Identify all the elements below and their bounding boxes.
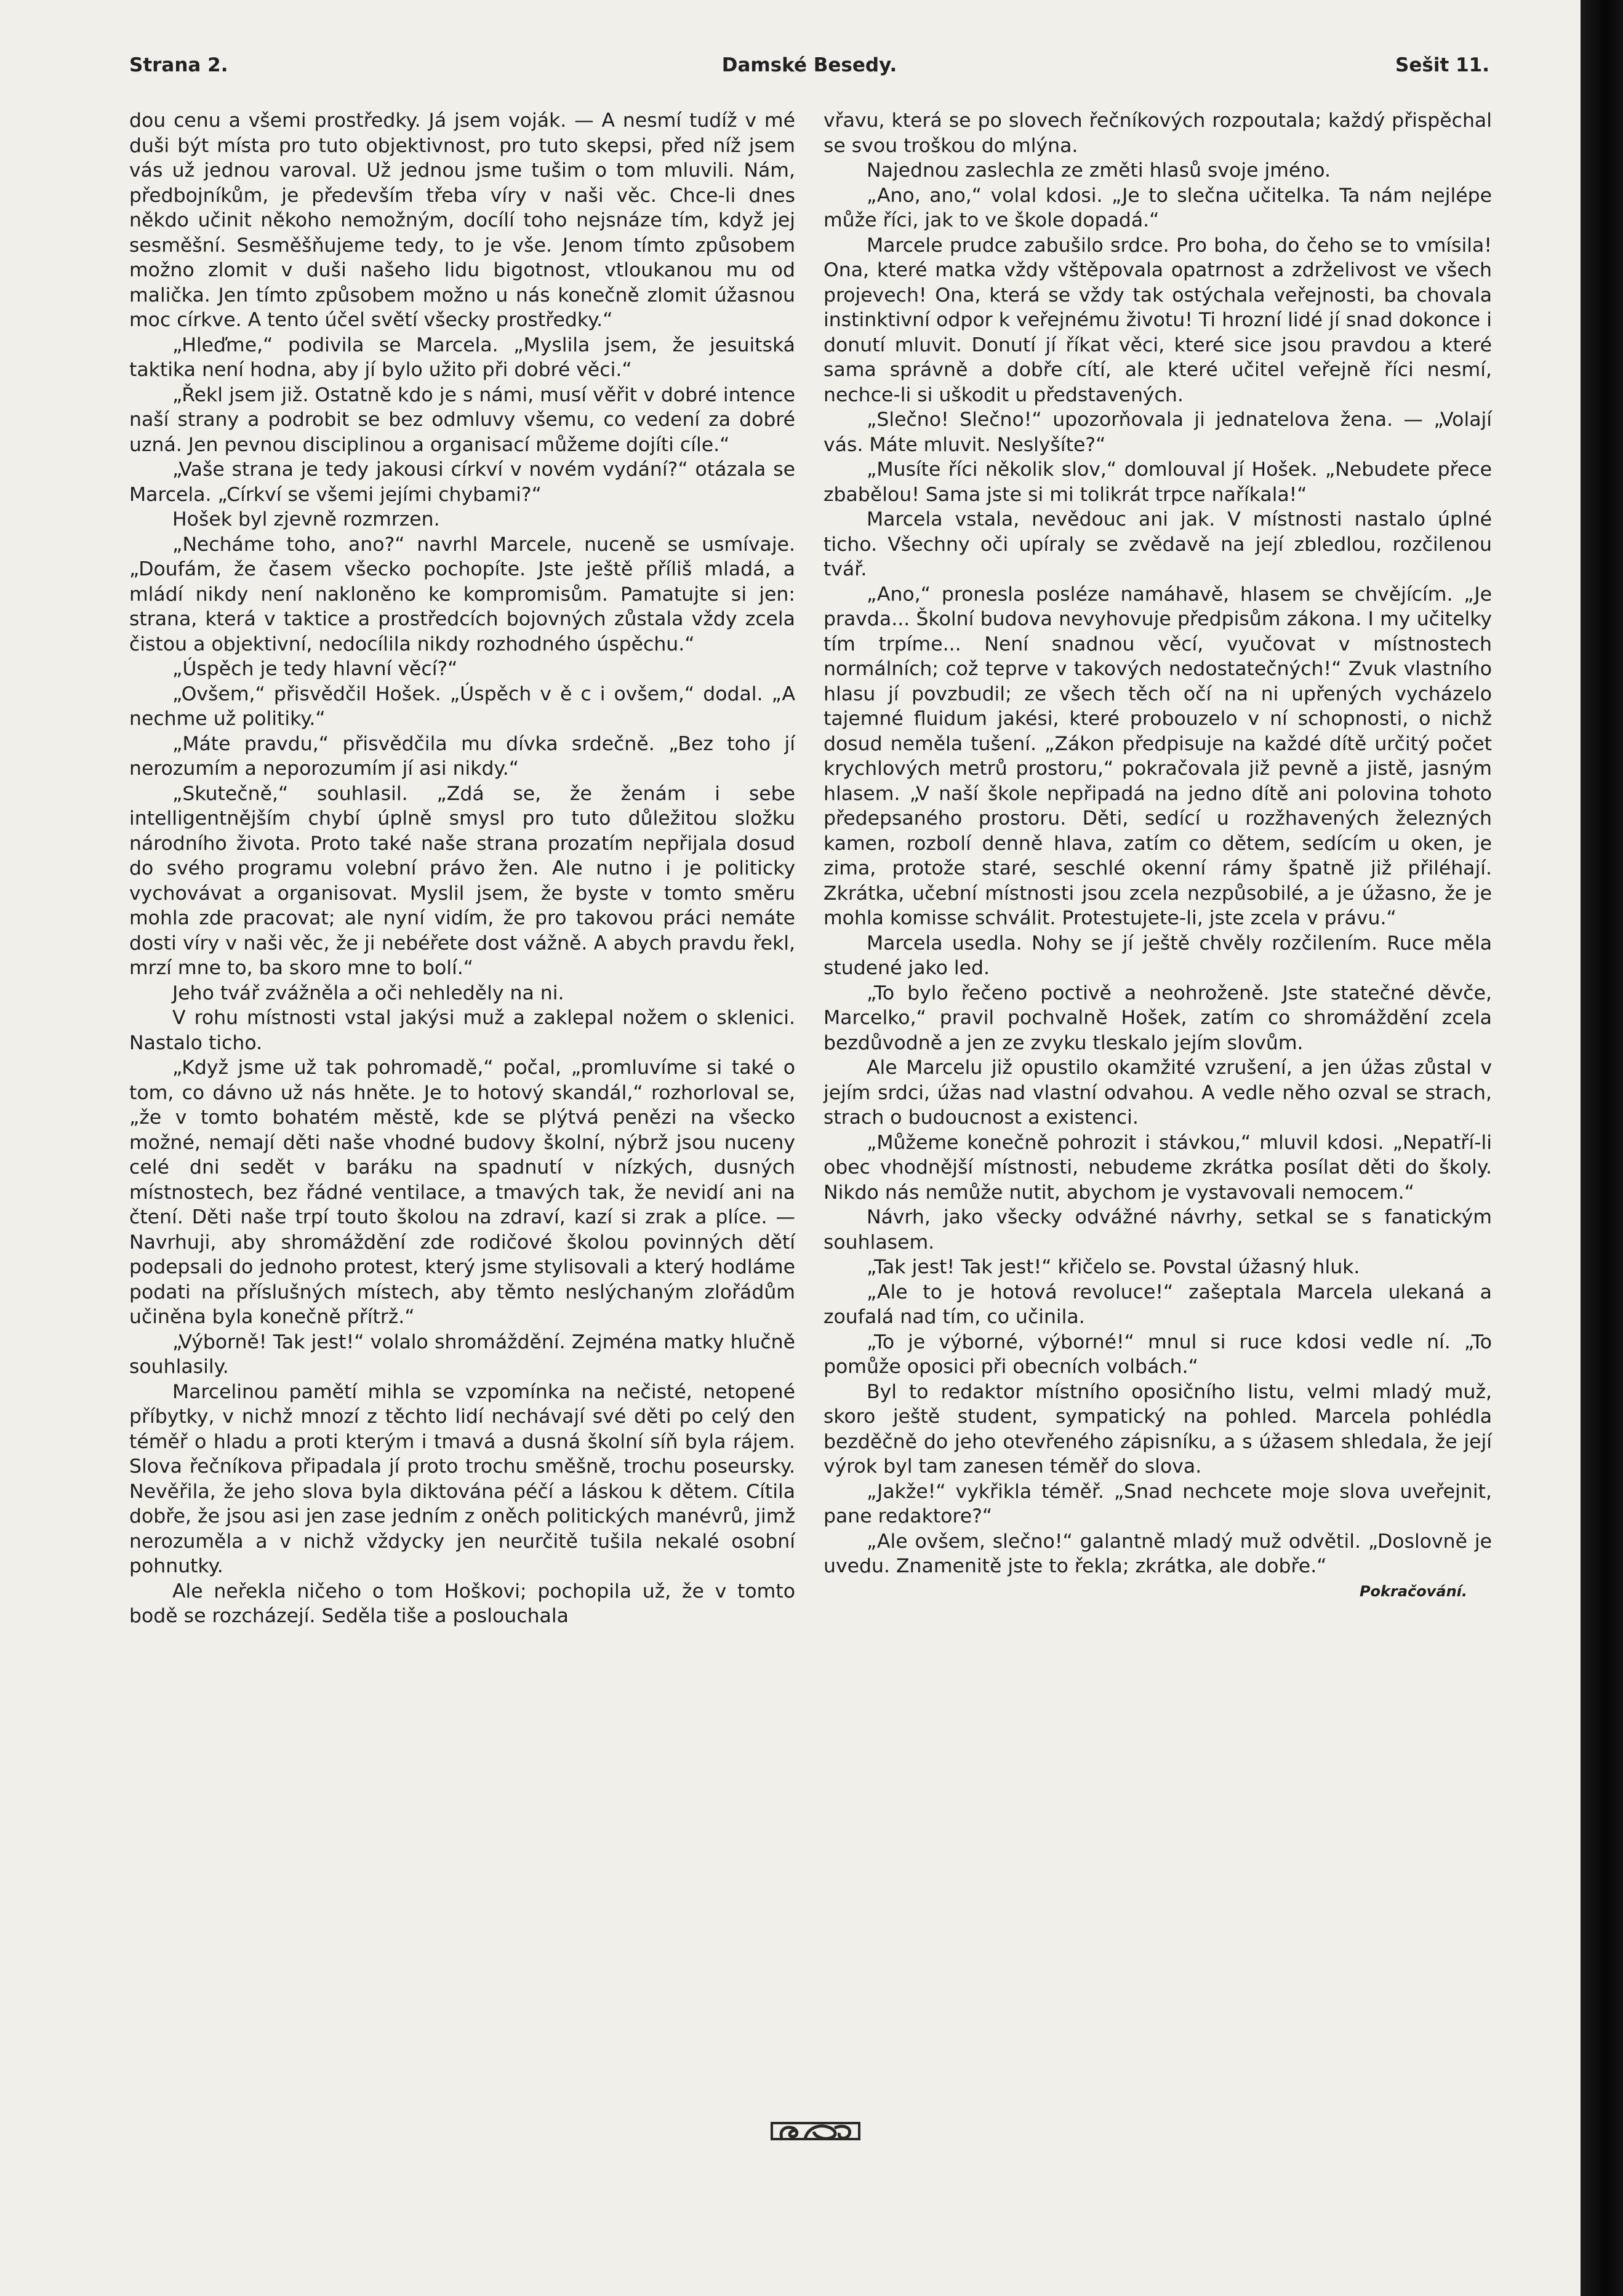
paragraph: „Musíte říci několik slov,“ domlouval jí Hošek. „Nebudete přece zbabělou! Sama jste si mi tolikrát trpce naříkala!“ <box>824 458 1492 506</box>
paragraph: „To bylo řečeno poctivě a neohroženě. Jste statečné děvče, Marcelko,“ pravil pochvalně Hošek, zatím co shromáždění zcela bezdůvodně a jen ze zvyku tleskalo jejím slovům. <box>824 982 1492 1054</box>
paragraph: „Ale to je hotová revoluce!“ zašeptala Marcela ulekaná a zoufalá nad tím, co učinila. <box>824 1281 1492 1328</box>
issue-number: Sešit 11. <box>1395 54 1489 76</box>
paragraph: Najednou zaslechla ze změti hlasů svoje jméno. <box>867 159 1331 182</box>
paragraph: Marcela vstala, nevědouc ani jak. V místnosti nastalo úplné ticho. Všechny oči upíraly se zvědavě na její zbledlou, rozčilenou tvář. <box>824 508 1492 580</box>
decorative-scroll-ornament-icon <box>771 2112 860 2149</box>
right-text-column <box>824 108 1492 1604</box>
paragraph: Marcele prudce zabušilo srdce. Pro boha, do čeho se to vmísila! Ona, které matka vždy vštěpovala opatrnost a zdrželivost ve všech projevech! Ona, která se vždy tak ostýchala veřejnosti, ba chovala instinktivní odpor k veřejnému životu! Ti hrozní lidé jí snad dokonce i donutí mluvit. Donutí jí říkat věci, které sice jsou pravdou a které sama správně a dobře cítí, ale které učitel veřejně říci nesmí, nechce-li si uškodit u představených. <box>824 234 1492 406</box>
paragraph: „Můžeme konečně pohrozit i stávkou,“ mluvil kdosi. „Nepatří-li obec vhodnější místnosti, nebudeme zkrátka posílat děti do školy. Nikdo nás nemůže nutit, abychom je vystavovali nemocem.“ <box>824 1131 1492 1204</box>
paragraph: „To je výborné, výborné!“ mnul si ruce kdosi vedle ní. „To pomůže oposici při obecních volbách.“ <box>824 1330 1492 1378</box>
paragraph: vřavu, která se po slovech řečníkových rozpoutala; každý přispěchal se svou troškou do mlýna. <box>824 110 1492 157</box>
paragraph: dou cenu a všemi prostředky. Já jsem voják. — A nesmí tudíž v mé duši být místa pro tuto objektivnost, pro tuto skepsi, před níž jsem vás už jednou varoval. Už jednou jsme tušim o tom mluvili. Nám, předbojníkům, je především třeba víry v naši věc. Chce-li dnes někdo učinit někoho nemožným, docílí toho nejsnáze tím, když jej sesměšní. Sesměšňujeme tedy, to je vše. Jenom tímto způsobem možno zlomit v duši našeho lidu bigotnost, vtloukanou mu od malička. Jen tímto způsobem možno u nás konečně zlomit úžasnou moc církve. A tento účel světí všecky prostředky.“ <box>129 110 795 331</box>
paragraph: „Hleďme,“ podivila se Marcela. „Myslila jsem, že jesuitská taktika není hodna, aby jí bylo užito při dobré věci.“ <box>129 334 795 381</box>
paragraph: „Když jsme už tak pohromadě,“ počal, „promluvíme si také o tom, co dávno už nás hněte. Je to hotový skandál,“ rozhorloval se, „že v tomto bohatém městě, kde se plýtvá penězi na všecko možné, nemají děti naše vhodné budovy školní, nýbrž jsou nuceny celé dni sedět v baráku na spadnutí v nízkých, dusných místnostech, bez řádné ventilace, a tmavých tak, že nevidí ani na čtení. Děti naše trpí touto školou na zdraví, kazí si zrak a plíce. — Navrhuji, aby shromáždění zde rodičové školou povinných dětí podepsali do jednoho protest, který jsme stylisovali a který hodláme podati na příslušných místech, aby těmto neslýchaným zlořádům učiněna byla konečně přítrž.“ <box>129 1057 795 1328</box>
paragraph: „Necháme toho, ano?“ navrhl Marcele, nuceně se usmívaje. „Doufám, že časem všecko pochopíte. Jste ještě příliš mladá, a mládí nikdy není nakloněno ke kompromisům. Pamatujte si jen: strana, která v taktice a prostředcích bojovných zůstala vždy zcela čistou a objektivní, nedocílila nikdy rozhodného úspěchu.“ <box>129 533 795 655</box>
paragraph: Marcelinou pamětí mihla se vzpomínka na nečisté, netopené příbytky, v nichž mnozí z těchto lidí nechávají své děti po celý den téměř o hladu a proti kterým i tmavá a dusná školní síň byla rájem. Slova řečníkova připadala jí proto trochu směšně, trochu poseursky. Nevěřila, že jeho slova byla diktována péčí a láskou k dětem. Cítila dobře, že jsou asi jen zase jedním z oněch politických manévrů, jimž nerozuměla a v nichž vždycky jen neurčitě tušila nekalé osobní pohnutky. <box>129 1380 795 1577</box>
paragraph: Ale neřekla ničeho o tom Hoškovi; pochopila už, že v tomto bodě se rozcházejí. Seděla tiše a poslouchala <box>129 1580 795 1627</box>
left-text-column <box>129 108 795 1629</box>
paragraph: „Řekl jsem již. Ostatně kdo je s námi, musí věřit v dobré intence naší strany a podrobit se bez odmluvy všemu, co vedení za dobré uzná. Jen pevnou disciplinou a organisací můžeme dojíti cíle.“ <box>129 383 795 456</box>
paragraph: „Vaše strana je tedy jakousi církví v novém vydání?“ otázala se Marcela. „Církví se všemi jejími chybami?“ <box>129 458 795 506</box>
paragraph: Byl to redaktor místního oposičního listu, velmi mladý muž, skoro ještě student, sympatický na pohled. Marcela pohlédla bezděčně do jeho otevřeného zápisníku, a s úžasem shledala, že její výrok byl tam zanesen téměř do slova. <box>824 1380 1492 1478</box>
paragraph: Ale Marcelu již opustilo okamžité vzrušení, a jen úžas zůstal v jejím srdci, úžas nad vlastní odvahou. A vedle něho ozval se strach, strach o budoucnost a existenci. <box>824 1057 1492 1129</box>
paragraph: „Ano, ano,“ volal kdosi. „Je to slečna učitelka. Ta nám nejlépe může říci, jak to ve škole dopadá.“ <box>824 184 1492 231</box>
paragraph: „Slečno! Slečno!“ upozorňovala ji jednatelova žena. — „Volají vás. Máte mluvit. Neslyšíte?“ <box>824 409 1492 456</box>
magazine-title: Damské Besedy. <box>721 54 897 76</box>
paragraph: „Ovšem,“ přisvědčil Hošek. „Úspěch v ě c i ovšem,“ dodal. „A nechme už politiky.“ <box>129 682 795 730</box>
paragraph: Jeho tvář zvážněla a oči nehleděly na ni. <box>172 982 564 1004</box>
paragraph: Návrh, jako všecky odvážné návrhy, setkal se s fanatickým souhlasem. <box>824 1206 1492 1254</box>
book-spine-edge <box>1581 0 1623 2296</box>
paragraph: Hošek byl zjevně rozmrzen. <box>172 508 440 530</box>
paragraph: „Ano,“ pronesla posléze namáhavě, hlasem se chvějícím. „Je pravda... Školní budova nevyhovuje předpisům zákona. I my učitelky tím trpíme... Není snadnou věcí, vyučovat v místnostech normálních; což teprve v takových nedostatečných!“ Zvuk vlastního hlasu jí povzbudil; ze všech těch očí na ni upřených vycházelo tajemné fluidum jakési, které probouzelo v ní schopnosti, o nichž dosud neměla tušení. „Zákon předpisuje na každé dítě určitý počet krychlových metrů prostoru,“ pokračovala již pevně a jistě, jasným hlasem. „V naší škole nepřipadá na jedno dítě ani polovina tohoto předepsaného prostoru. Děti, sedící u rozžhavených železných kamen, rozbolí denně hlava, zatím co dětem, sedícím u oken, je zima, protože staré, seschlé okenní rámy špatně již přiléhají. Zkrátka, učební místnosti jsou zcela nezpůsobilé, a je úžasno, že je mohla komisse schválit. Protestujete-li, jste zcela v právu.“ <box>824 583 1492 929</box>
paragraph: „Máte pravdu,“ přisvědčila mu dívka srdečně. „Bez toho jí nerozumím a neporozumím jí asi nikdy.“ <box>129 732 795 780</box>
paragraph: „Jakže!“ vykřikla téměř. „Snad nechcete moje slova uveřejnit, pane redaktore?“ <box>824 1480 1492 1527</box>
paragraph: „Tak jest! Tak jest!“ křičelo se. Povstal úžasný hluk. <box>867 1256 1360 1278</box>
paragraph: „Ale ovšem, slečno!“ galantně mladý muž odvětil. „Doslovně je uvedu. Znamenitě jste to řekla; zkrátka, ale dobře.“ <box>824 1530 1492 1577</box>
paragraph: V rohu místnosti vstal jakýsi muž a zaklepal nožem o sklenici. Nastalo ticho. <box>129 1007 795 1054</box>
page-header <box>129 54 1489 91</box>
paragraph: Marcela usedla. Nohy se jí ještě chvěly rozčilením. Ruce měla studené jako led. <box>824 932 1492 979</box>
paragraph: „Úspěch je tedy hlavní věcí?“ <box>172 658 458 680</box>
continuation-note: Pokračování. <box>1359 1582 1467 1600</box>
paragraph: „Výborně! Tak jest!“ volalo shromáždění. Zejména matky hlučně souhlasily. <box>129 1330 795 1378</box>
page-number: Strana 2. <box>129 54 228 76</box>
paragraph: „Skutečně,“ souhlasil. „Zdá se, že ženám i sebe intelligentnějším chybí úplně smysl pro tuto důležitou složku národního života. Proto také naše strana prozatím nepřijala dosud do svého programu volební právo žen. Ale nutno i je politicky vychovávat a organisovat. Myslil jsem, že byste v tomto směru mohla zde pracovat; ale nyní vidím, že pro takovou práci nemáte dosti víry v naši věc, že ji nebéřete dost vážně. A abych pravdu řekl, mrzí mne to, ba skoro mne to bolí.“ <box>129 782 795 979</box>
